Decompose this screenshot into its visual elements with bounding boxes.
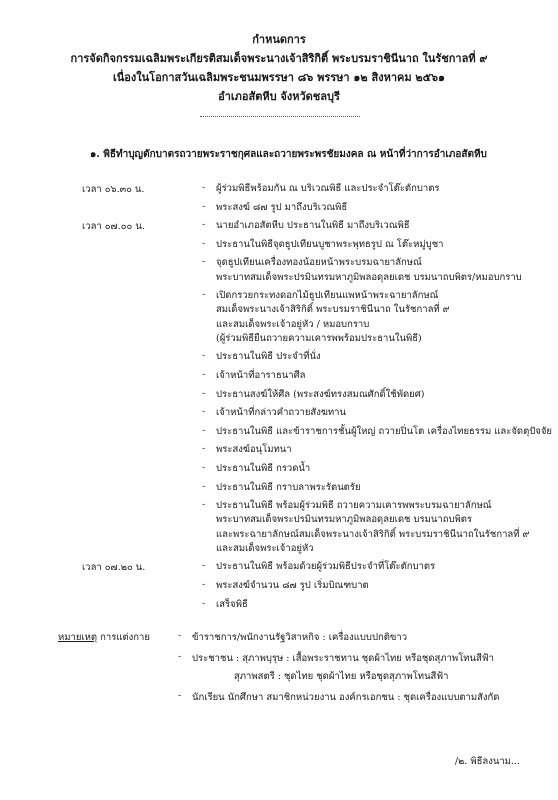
bullet-dash: - [202, 579, 206, 590]
note-line: สุภาพสตรี : ชุดไทย ชุดผ้าไทย หรือชุดสุภาพโทนสีฟ้า [234, 671, 449, 682]
bullet-dash: - [202, 387, 206, 399]
doc-title: กำหนดการ [252, 33, 306, 46]
note-heading: หมายเหตุ [58, 632, 98, 643]
schedule-item: (ผู้ร่วมพิธียืนถวายความเคารพพร้อมประธานในพิธี) [216, 332, 422, 344]
schedule-item: เจ้าหน้าที่อาราธนาศีล [216, 370, 306, 381]
bullet-dash: - [202, 499, 206, 511]
schedule-item: ผู้ร่วมพิธีพร้อมกัน ณ บริเวณพิธี และประจำโต๊ะตักบาตร [216, 183, 440, 194]
bullet-dash: - [202, 480, 206, 492]
schedule-item: เจ้าหน้าที่กล่าวคำถวายสังฆทาน [216, 407, 346, 419]
schedule-item: ประธานในพิธี ประจำที่นั่ง [216, 351, 321, 363]
note-dash: - [178, 651, 182, 662]
note-line: นักเรียน นักศึกษา สมาชิกหน่วยงาน องค์กรเอกชน : ชุดเครื่องแบบตามสังกัด [192, 692, 500, 703]
bullet-dash: - [202, 200, 206, 212]
note-dash: - [178, 690, 182, 701]
bullet-dash: - [202, 406, 206, 418]
section-title: ๑. พิธีทำบุญตักบาตรถวายพระราชกุศลและถวายพระพรชัยมงคล ณ หน้าที่ว่าการอำเภอสัตหีบ [90, 149, 487, 160]
schedule-item: ประธานในพิธี และข้าราชการชั้นผู้ใหญ่ ถวายปิ่นโต เครื่องไทยธรรม และจัดตุปัจจัย [216, 425, 552, 437]
bullet-dash: - [202, 350, 206, 362]
schedule-item: ประธานในพิธีจุดธูปเทียนบูชาพระพุทธรูป ณ โต๊ะหมู่บูชา [216, 238, 444, 250]
schedule-item: พระสงฆ์อนุโมทนา [216, 444, 292, 456]
schedule-item: พระสงฆ์จำนวน ๘๗ รูป เริ่มบิณฑบาต [216, 580, 369, 591]
bullet-dash: - [202, 597, 206, 609]
schedule-item: และพระฉายาลักษณ์สมเด็จพระนางเจ้าสิริกิติ์ พระบรมราชินีนาถในรัชกาลที่ ๙ [216, 528, 530, 540]
bullet-dash: - [202, 256, 206, 268]
schedule-time: เวลา ๐๖.๓๐ น. [82, 184, 145, 195]
bullet-dash: - [202, 560, 206, 572]
doc-subtitle-2: เนื่องในโอกาสวันเฉลิมพระชนมพรรษา ๘๖ พรรษา ๑๒ สิงหาคม ๒๕๖๑ [113, 71, 445, 84]
schedule-item: พระสงฆ์ ๘๗ รูป มาถึงบริเวณพิธี [216, 201, 348, 213]
schedule-item: พระบาทสมเด็จพระปรมินทรมหาภูมิพลอดุลยเดช บรมนาถบพิตร/หมอบกราบ [216, 271, 522, 283]
bullet-dash: - [202, 219, 206, 231]
schedule-item: นายอำเภอสัตหีบ ประธานในพิธี มาถึงบริเวณพิธี [216, 220, 410, 232]
note-heading-rest: การแต่งกาย [97, 632, 150, 643]
bullet-dash: - [202, 462, 206, 473]
schedule-item: ประธานในพิธี กราบลาพระรัตนตรัย [216, 481, 361, 493]
schedule-item: และสมเด็จพระเจ้าอยู่หัว / หมอบกราบ [216, 318, 370, 330]
note-line: ข้าราชการ/พนักงานรัฐวิสาหกิจ : เครื่องแบบปกติขาว [192, 632, 408, 643]
schedule-item: ประธานในพิธี พร้อมด้วยผู้ร่วมพิธีประจำที่โต๊ะตักบาตร [216, 561, 436, 573]
schedule-item: และสมเด็จพระเจ้าอยู่หัว [216, 542, 314, 554]
dotted-divider [200, 116, 360, 117]
bullet-dash: - [202, 424, 206, 436]
schedule-item: เสร็จพิธี [216, 598, 248, 610]
schedule-item: ประธานสงฆ์ให้ศีล (พระสงฆ์ทรงสมณศักดิ์ใช้พัดยศ) [216, 388, 425, 400]
schedule-time: เวลา ๐๗.๒๐ น. [82, 562, 146, 574]
bullet-dash: - [202, 443, 206, 455]
note-label [58, 630, 150, 645]
schedule-item: เปิดกรวยกระทงดอกไม้ธูปเทียนแพหน้าพระฉายาลักษณ์ [216, 290, 439, 302]
schedule-item: ประธานในพิธี พร้อมผู้ร่วมพิธี ถวายความเคารพพระบรมฉายาลักษณ์ [216, 500, 492, 512]
schedule-item: จุดธูปเทียนเครื่องทองน้อยหน้าพระบรมฉายาลักษณ์ [216, 257, 422, 269]
bullet-dash: - [202, 237, 206, 249]
doc-subtitle-1: การจัดกิจกรรมเฉลิมพระเกียรติสมเด็จพระนางเจ้าสิริกิติ์ พระบรมราชินีนาถ ในรัชกาลที่ ๙ [70, 52, 488, 65]
bullet-dash: - [202, 369, 206, 380]
schedule-item: พระบาทสมเด็จพระปรมินทรมหาภูมิพลอดุลยเดช บรมนาถบพิตร [216, 514, 473, 526]
schedule-time: เวลา ๐๗.๐๐ น. [82, 221, 145, 233]
note-line: ประชาชน : สุภาพบุรุษ : เสื้อพระราชทาน ชุดผ้าไทย หรือชุดสุภาพโทนสีฟ้า [192, 653, 494, 664]
note-dash: - [178, 630, 182, 641]
schedule-item: ประธานในพิธี กรวดน้ำ [216, 463, 311, 474]
schedule-item: สมเด็จพระนางเจ้าสิริกิติ์ พระบรมราชินีนาถ ในรัชกาลที่ ๙ [216, 304, 450, 316]
doc-subtitle-3: อำเภอสัตหีบ จังหวัดชลบุรี [218, 90, 340, 103]
bullet-dash: - [202, 289, 206, 301]
footer-continuation: /๒. พิธีลงนาม... [454, 756, 520, 767]
bullet-dash: - [202, 182, 206, 193]
